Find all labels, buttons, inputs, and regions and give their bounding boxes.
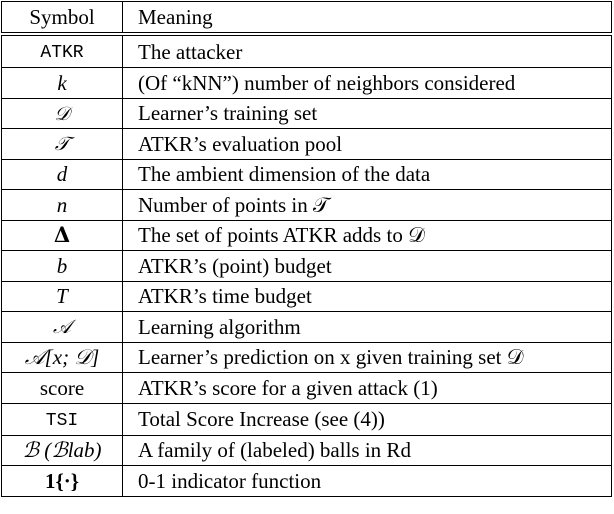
meaning-cell: 0-1 indicator function bbox=[123, 466, 612, 497]
table-row bbox=[2, 342, 612, 373]
meaning-cell: ATKR’s time budget bbox=[123, 281, 612, 312]
symbol-cell bbox=[2, 159, 123, 190]
header-row bbox=[2, 2, 612, 35]
meaning-cell: A family of (labeled) balls in Rd bbox=[123, 435, 612, 466]
table-row bbox=[2, 98, 612, 129]
meaning-cell: Number of points in 𝒯 bbox=[123, 190, 612, 221]
symbol-text: 1{·} bbox=[44, 468, 80, 493]
table-row bbox=[2, 159, 612, 190]
symbol-cell bbox=[2, 373, 123, 404]
meaning-cell: ATKR’s score for a given attack (1) bbox=[123, 373, 612, 404]
symbol-cell bbox=[2, 220, 123, 251]
symbol-cell bbox=[2, 190, 123, 221]
symbol-cell bbox=[2, 129, 123, 160]
symbol-text: 𝚫 bbox=[53, 223, 71, 248]
header-meaning: Meaning bbox=[123, 2, 612, 35]
symbol-text: 𝒯 bbox=[54, 133, 70, 156]
table-row bbox=[2, 281, 612, 312]
table-row bbox=[2, 466, 612, 497]
notation-table bbox=[1, 1, 612, 497]
symbol-text: 𝒜 bbox=[53, 316, 71, 339]
meaning-cell: Total Score Increase (see (4)) bbox=[123, 403, 612, 435]
symbol-cell bbox=[2, 98, 123, 129]
table-row bbox=[2, 373, 612, 404]
symbol-cell bbox=[2, 68, 123, 99]
table-row bbox=[2, 68, 612, 99]
table-row bbox=[2, 34, 612, 68]
symbol-text: T bbox=[56, 284, 68, 309]
meaning-cell: Learner’s training set bbox=[123, 98, 612, 129]
symbol-cell bbox=[2, 435, 123, 466]
table-row bbox=[2, 403, 612, 435]
symbol-text: ℬ (ℬlab) bbox=[22, 438, 102, 463]
meaning-cell: ATKR’s evaluation pool bbox=[123, 129, 612, 160]
meaning-cell: (Of “kNN”) number of neighbors considered bbox=[123, 68, 612, 99]
symbol-text: k bbox=[57, 70, 67, 95]
meaning-cell: ATKR’s (point) budget bbox=[123, 251, 612, 282]
symbol-text: score bbox=[39, 375, 85, 400]
symbol-text: d bbox=[56, 162, 68, 187]
symbol-cell bbox=[2, 34, 123, 68]
symbol-text: ATKR bbox=[40, 43, 84, 63]
table-row bbox=[2, 435, 612, 466]
meaning-cell: The set of points ATKR adds to 𝒟 bbox=[123, 220, 612, 251]
symbol-text: 𝒜[x; 𝒟] bbox=[24, 345, 100, 370]
symbol-text: n bbox=[56, 192, 68, 217]
table-row bbox=[2, 190, 612, 221]
meaning-cell: Learner’s prediction on x given training set 𝒟 bbox=[123, 342, 612, 373]
table-row bbox=[2, 312, 612, 343]
symbol-cell bbox=[2, 281, 123, 312]
table-row bbox=[2, 220, 612, 251]
symbol-text: TSI bbox=[45, 410, 79, 431]
symbol-cell bbox=[2, 403, 123, 435]
symbol-cell bbox=[2, 251, 123, 282]
table-row bbox=[2, 251, 612, 282]
table-row bbox=[2, 129, 612, 160]
meaning-cell: The ambient dimension of the data bbox=[123, 159, 612, 190]
meaning-cell: The attacker bbox=[123, 34, 612, 68]
symbol-cell bbox=[2, 466, 123, 497]
header-symbol: Symbol bbox=[2, 2, 123, 35]
meaning-cell: Learning algorithm bbox=[123, 312, 612, 343]
symbol-text: b bbox=[56, 253, 68, 278]
symbol-cell bbox=[2, 342, 123, 373]
symbol-cell bbox=[2, 312, 123, 343]
symbol-text: 𝒟 bbox=[54, 102, 70, 125]
